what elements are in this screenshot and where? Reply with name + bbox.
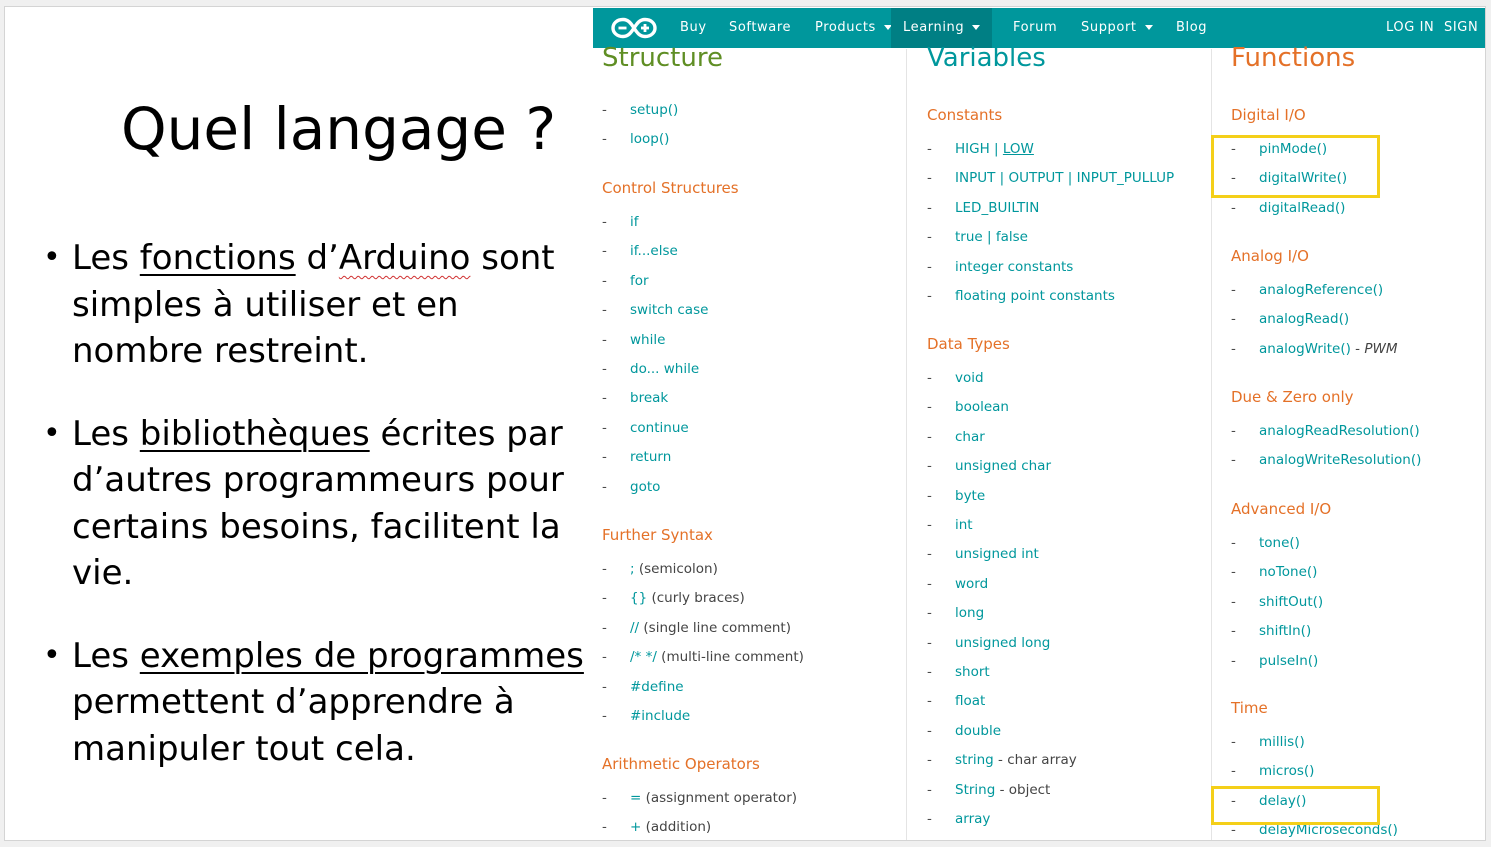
reference-item [1231,653,1318,675]
reference-item [927,576,988,598]
reference-link-item[interactable]: + [630,819,642,836]
reference-link-void[interactable]: void [955,370,984,386]
dash-marker: - [602,708,607,724]
dash-marker: - [602,649,607,666]
reference-link-shiftin[interactable]: shiftIn() [1259,623,1312,640]
reference-item [927,752,1077,774]
reference-item [927,605,984,627]
bullet-item [43,411,595,597]
reference-link-array[interactable]: array [955,811,991,827]
dash-marker: - [1231,170,1236,187]
log-in-link[interactable]: LOG IN [1386,20,1435,35]
dash-marker: - [1231,652,1236,669]
reference-item [602,214,639,236]
dash-marker: - [927,458,932,475]
dash-marker: - [1231,282,1236,298]
section-title: Data Types [927,335,1010,353]
section-title: Constants [927,106,1003,124]
reference-item [602,649,804,671]
reference-item [927,288,1115,310]
dash-marker: - [1231,564,1236,581]
column-title: Functions [1231,43,1356,73]
section-title: Analog I/O [1231,247,1309,265]
section-title: Further Syntax [602,526,713,544]
column-title: Variables [927,43,1046,73]
reference-link-integer-constants[interactable]: integer constants [955,258,1074,275]
reference-item [927,723,1001,745]
nav-label: Buy [680,20,707,35]
reference-item [602,790,797,812]
dash-marker: - [602,590,607,607]
dash-marker: - [927,399,932,416]
functions-column [1231,7,1486,841]
dash-marker: - [927,229,932,246]
reference-link-analogwrite[interactable]: analogWrite() [1259,340,1351,357]
nav-label: Blog [1176,20,1208,35]
reference-link-byte[interactable]: byte [955,487,986,504]
reference-link-int[interactable]: int [955,517,973,533]
dash-marker: - [602,361,607,377]
reference-item [927,664,990,686]
reference-link-unsigned-long[interactable]: unsigned long [955,634,1051,651]
dash-marker: - [927,811,932,827]
reference-description: - [1350,340,1365,357]
reference-link-switch-case[interactable]: switch case [630,302,709,319]
dash-marker: - [927,693,932,710]
reference-link-digitalwrite[interactable]: digitalWrite() [1259,170,1348,187]
reference-link-double[interactable]: double [955,722,1002,739]
dash-marker: - [602,102,607,118]
reference-item [1231,341,1397,363]
reference-link-char[interactable]: char [955,428,985,445]
reference-link-true-false[interactable]: true | false [955,229,1028,246]
dash-marker: - [927,605,932,622]
reference-link-for[interactable]: for [630,272,649,289]
bullet-item [43,633,595,773]
bullet-text: exemples de programmes [139,635,584,676]
reference-link-digitalread[interactable]: digitalRead() [1259,199,1346,216]
dash-marker: - [927,575,932,592]
reference-item [927,229,1028,251]
reference-item [1231,423,1420,445]
bullet-text: Les [72,413,140,454]
reference-item [927,370,984,392]
section-title: Due & Zero only [1231,388,1354,406]
reference-item [1231,623,1311,645]
reference-description: - object [995,781,1051,798]
reference-description: (single line comment) [639,619,791,636]
reference-link-do-while[interactable]: do... while [630,361,700,377]
reference-link-item[interactable]: /* */ [630,649,657,666]
section-title: Arithmetic Operators [602,755,760,773]
reference-link-analogreadresolution[interactable]: analogReadResolution() [1259,423,1420,439]
reference-link-break[interactable]: break [630,390,669,407]
reference-link-pulsein[interactable]: pulseIn() [1259,652,1319,669]
column-title: Structure [602,43,723,73]
dash-marker: - [1231,340,1236,357]
dash-marker: - [1231,593,1236,610]
dash-marker: - [927,487,932,504]
nav-label: Support [1081,20,1137,35]
dash-marker: - [1231,822,1236,839]
reference-item [927,517,973,539]
dash-marker: - [1231,141,1236,157]
reference-link-boolean[interactable]: boolean [955,399,1009,416]
reference-item [602,361,699,383]
dash-marker: - [1231,423,1236,439]
reference-item [927,546,1039,568]
reference-link-millis[interactable]: millis() [1259,734,1305,750]
reference-link-item[interactable]: = [630,790,642,806]
reference-item [1231,452,1421,474]
dash-marker: - [927,752,932,769]
dash-marker: - [1231,734,1236,750]
dash-marker: - [927,170,932,187]
reference-link-led-builtin[interactable]: LED_BUILTIN [955,199,1040,216]
reference-description: - char array [993,752,1077,769]
dash-marker: - [927,141,932,157]
sign-up-link[interactable]: SIGN [1444,20,1479,35]
reference-description: (curly braces) [647,590,745,607]
reference-link-include[interactable]: #include [630,708,691,724]
dash-marker: - [1231,623,1236,640]
reference-link-tone[interactable]: tone() [1259,535,1300,551]
reference-link-unsigned-char[interactable]: unsigned char [955,458,1051,475]
dash-marker: - [927,428,932,445]
reference-item [602,708,690,730]
dash-marker: - [927,517,932,533]
reference-item [602,102,678,124]
dash-marker: - [602,678,607,695]
reference-item [927,811,990,833]
dash-marker: - [1231,535,1236,551]
reference-link-micros[interactable]: micros() [1259,763,1315,780]
highlight-box-digital-io [1211,135,1380,198]
reference-link-input-output-input-pullup[interactable]: INPUT | OUTPUT | INPUT_PULLUP [955,170,1175,187]
reference-link-low[interactable]: LOW [1002,141,1034,157]
reference-link-unsigned-int[interactable]: unsigned int [955,546,1039,563]
structure-column [602,7,902,841]
reference-link-pinmode[interactable]: pinMode() [1259,141,1328,157]
reference-link-short[interactable]: short [955,664,990,680]
reference-item [927,141,1034,163]
bullet-text: fonctions [139,238,296,278]
section-title: Time [1231,699,1268,717]
dash-marker: - [927,288,932,304]
reference-link-delay[interactable]: delay() [1259,792,1307,809]
reference-link-floating-point-constants[interactable]: floating point constants [955,288,1115,304]
bullet-text: Les [72,635,140,676]
reference-description: (multi-line comment) [656,649,804,666]
reference-description: (assignment operator) [641,790,798,806]
dash-marker: - [1231,763,1236,780]
dash-marker: - [602,819,607,836]
reference-link-shiftout[interactable]: shiftOut() [1259,593,1324,610]
reference-link-while[interactable]: while [630,331,666,348]
reference-link-goto[interactable]: goto [630,478,661,495]
nav-label: Learning [903,20,965,35]
section-title: Control Structures [602,179,739,197]
dash-marker: - [927,781,932,798]
reference-item [1231,822,1398,841]
reference-item [927,259,1073,281]
reference-item [1231,282,1383,304]
reference-link-define[interactable]: #define [630,678,684,695]
slide-title: Quel langage ? [121,95,557,163]
bullet-text: écrites par d’autres programmeurs pour certains besoins, facilitent la vie. [72,413,564,593]
reference-link-string[interactable]: string [955,752,994,769]
section-title: Digital I/O [1231,106,1306,124]
reference-link-return[interactable]: return [630,449,672,466]
dash-marker: - [602,561,607,577]
section-title: Advanced I/O [1231,500,1332,518]
reference-item [602,302,708,324]
dash-marker: - [927,199,932,216]
highlight-box-delay [1211,786,1380,825]
reference-item [927,488,985,510]
dash-marker: - [1231,792,1236,809]
reference-link-if[interactable]: if [630,214,639,230]
column-divider [906,49,907,841]
dash-marker: - [927,370,932,386]
dash-marker: - [602,790,607,806]
reference-item [1231,200,1345,222]
reference-link-analogwriteresolution[interactable]: analogWriteResolution() [1259,452,1422,469]
reference-link-loop[interactable]: loop() [630,131,670,148]
reference-link-analogread[interactable]: analogRead() [1259,311,1350,328]
reference-link-if-else[interactable]: if...else [630,243,678,260]
dash-marker: - [1231,452,1236,469]
dash-marker: - [602,419,607,436]
reference-item [602,131,669,153]
reference-item [1231,594,1323,616]
reference-item [602,679,684,701]
reference-link-notone[interactable]: noTone() [1259,564,1318,581]
reference-item [602,332,665,354]
slide [4,6,1486,841]
reference-link-analogreference[interactable]: analogReference() [1259,282,1384,298]
bullet-text: permettent d’apprendre à manipuler tout cela. [72,682,515,769]
dash-marker: - [602,449,607,466]
reference-item [602,819,711,841]
dash-marker: - [602,214,607,230]
reference-item [1231,564,1317,586]
bullet-list [43,235,595,808]
bullet-text: d’ [295,238,339,278]
bullet-text: Les [72,238,140,278]
reference-description: (semicolon) [634,561,718,577]
reference-item [602,420,689,442]
dash-marker: - [602,619,607,636]
dash-marker: - [1231,311,1236,328]
reference-item [602,620,791,642]
arduino-reference-screenshot [593,7,1486,841]
reference-link-word[interactable]: word [955,575,989,592]
reference-item [927,782,1050,804]
reference-item [602,479,660,501]
reference-item [927,635,1050,657]
reference-item [602,590,745,612]
reference-link-long[interactable]: long [955,605,985,622]
dash-marker: - [927,546,932,563]
bullet-item [43,235,595,375]
dash-marker: - [602,302,607,319]
reference-item [602,243,678,265]
reference-item [1231,535,1300,557]
dash-marker: - [602,331,607,348]
bullet-text: Arduino [338,238,471,278]
reference-item [1231,311,1349,333]
reference-item [927,200,1039,222]
dash-marker: - [927,722,932,739]
dash-marker: - [927,258,932,275]
reference-link-item[interactable]: {} [630,590,648,607]
reference-link-item[interactable]: // [630,619,640,636]
reference-item [927,399,1009,421]
reference-link-delaymicroseconds[interactable]: delayMicroseconds() [1259,822,1398,839]
dash-marker: - [927,664,932,680]
reference-link-item[interactable]: ; [630,561,635,577]
reference-item [1231,734,1305,756]
dash-marker: - [602,272,607,289]
variables-column [927,7,1211,841]
dash-marker: - [927,634,932,651]
nav-label: Forum [1013,20,1058,35]
reference-link-high[interactable]: HIGH | [955,141,1003,157]
bullet-text: bibliothèques [139,413,370,454]
reference-link-continue[interactable]: continue [630,419,689,436]
reference-item [927,458,1051,480]
dash-marker: - [602,478,607,495]
reference-link-float[interactable]: float [955,693,986,710]
dash-marker: - [602,131,607,148]
nav-label: Software [729,20,792,35]
reference-link-string[interactable]: String [955,781,996,798]
reference-item [927,170,1174,192]
reference-item [927,693,985,715]
nav-label: Products [815,20,876,35]
reference-item [602,390,668,412]
reference-item [602,449,671,471]
reference-description: (addition) [641,819,712,836]
reference-item [1231,763,1314,785]
reference-note: PWM [1364,340,1398,357]
dash-marker: - [1231,199,1236,216]
dash-marker: - [602,390,607,407]
reference-item [927,429,985,451]
reference-link-setup[interactable]: setup() [630,102,679,118]
reference-item [602,561,718,583]
reference-item [602,273,649,295]
dash-marker: - [602,243,607,260]
bullet-text: sont simples à utiliser et en nombre restreint. [72,238,555,371]
